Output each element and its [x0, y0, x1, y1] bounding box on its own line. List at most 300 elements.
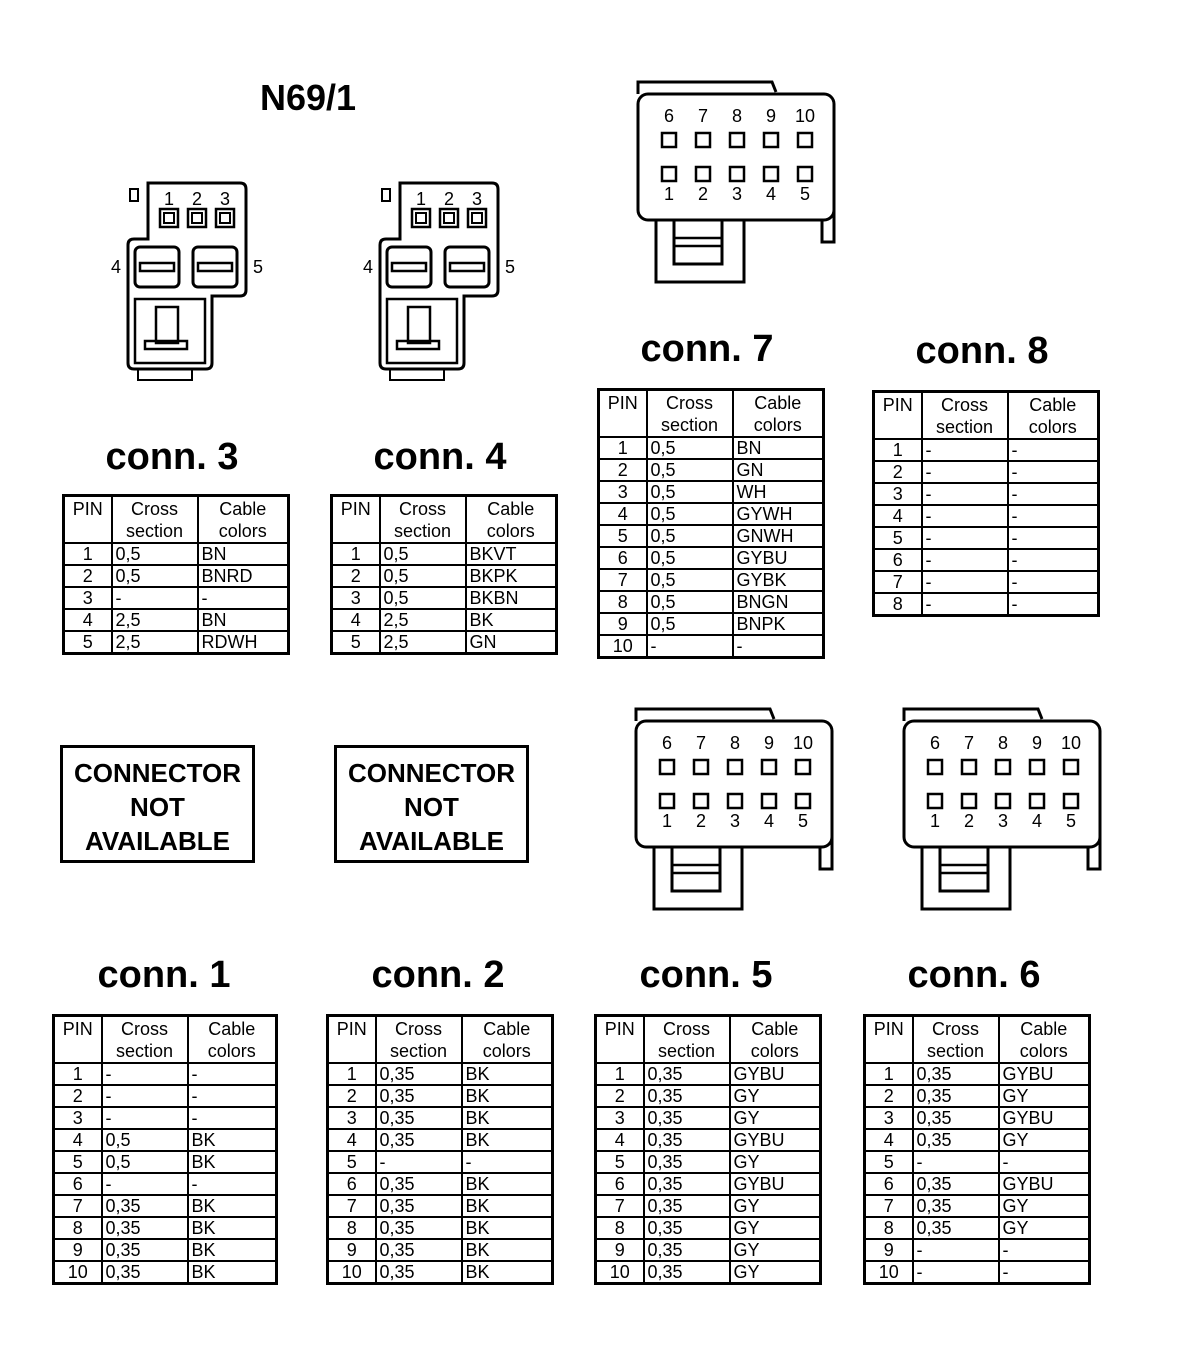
header-line: Cross [940, 395, 988, 415]
pin-label: 6 [663, 106, 675, 126]
table-row [328, 1129, 553, 1151]
cable-color-value: BK [462, 1195, 553, 1217]
table-row [54, 1261, 277, 1284]
pin-header: PIN [328, 1016, 376, 1064]
cross-section-value: 0,35 [644, 1129, 730, 1151]
pin-number: 3 [54, 1107, 102, 1129]
table-row [865, 1195, 1090, 1217]
pin-number: 2 [865, 1085, 913, 1107]
cross-section-value: - [922, 439, 1008, 461]
pin-number: 10 [865, 1261, 913, 1284]
locking-frame [922, 847, 1010, 909]
table-header-row [64, 496, 289, 544]
table-row [599, 437, 824, 459]
cross-section-value: - [922, 505, 1008, 527]
cable-color-value: WH [733, 481, 824, 503]
pin-label: 3 [731, 184, 743, 204]
cable-color-value: - [188, 1173, 277, 1195]
pin-number: 7 [328, 1195, 376, 1217]
pin-socket [1030, 794, 1044, 808]
cross-section-value: 2,5 [380, 609, 466, 631]
cross-section-value: 0,35 [644, 1261, 730, 1284]
header-line: Cross [398, 499, 446, 519]
connector-6-drawing [902, 705, 1112, 915]
cross-section-value: 0,5 [647, 613, 733, 635]
cable-color-value: BKVT [466, 543, 557, 565]
pin-label: 5 [504, 257, 516, 277]
pin-socket [764, 167, 778, 181]
cable-color-value: BK [462, 1129, 553, 1151]
header-line: Cross [662, 1019, 710, 1039]
cross-section-value: 0,5 [647, 503, 733, 525]
cross-section-value: 0,5 [102, 1129, 188, 1151]
pin-number: 5 [599, 525, 647, 547]
cable-color-value: BN [198, 609, 289, 631]
pin-socket [730, 133, 744, 147]
cable-color-value: GY [730, 1085, 821, 1107]
pin-socket [996, 760, 1010, 774]
cable-color-value: BK [188, 1195, 277, 1217]
power-socket-4 [387, 247, 431, 287]
cable-colors-header [466, 496, 557, 544]
pin-number: 4 [874, 505, 922, 527]
cable-color-value: GY [730, 1107, 821, 1129]
not-available-line: CONNECTOR [347, 758, 516, 788]
cable-color-value: - [1008, 439, 1099, 461]
locking-latch [156, 307, 178, 343]
pin-socket [798, 133, 812, 147]
cable-color-value: - [1008, 527, 1099, 549]
table-row [64, 565, 289, 587]
table-row [599, 525, 824, 547]
cable-color-value: GNWH [733, 525, 824, 547]
table-row [599, 459, 824, 481]
table-row [874, 549, 1099, 571]
cross-section-value: 0,5 [380, 565, 466, 587]
cross-section-value: - [376, 1151, 462, 1173]
cable-color-value: BK [188, 1239, 277, 1261]
cross-section-value: 0,35 [376, 1107, 462, 1129]
cross-section-value: 0,35 [102, 1217, 188, 1239]
cable-color-value: GY [999, 1129, 1090, 1151]
table-row [874, 483, 1099, 505]
pin-number: 5 [874, 527, 922, 549]
conn6-pin-table [863, 1014, 1091, 1285]
pin-label: 1 [415, 189, 427, 209]
pin-number: 4 [332, 609, 380, 631]
pin-socket [696, 133, 710, 147]
pin-number: 9 [328, 1239, 376, 1261]
pin-socket [662, 167, 676, 181]
pin-label: 2 [191, 189, 203, 209]
table-row [865, 1107, 1090, 1129]
pin-socket [440, 209, 458, 227]
header-line: colors [753, 415, 802, 435]
cross-section-value: 0,5 [647, 569, 733, 591]
conn2-pin-table [326, 1014, 554, 1285]
cross-section-value: 0,35 [644, 1063, 730, 1085]
pin-label: 4 [763, 811, 775, 831]
pin-socket [962, 760, 976, 774]
table-row [332, 543, 557, 565]
pin-number: 4 [64, 609, 112, 631]
table-row [596, 1173, 821, 1195]
table-header-row [865, 1016, 1090, 1064]
connector-top-lip [638, 82, 776, 94]
cable-color-value: - [999, 1151, 1090, 1173]
cable-color-value: - [1008, 571, 1099, 593]
pin-number: 1 [599, 437, 647, 459]
pin-label: 7 [697, 106, 709, 126]
locking-latch [408, 307, 430, 343]
conn7-pin-table [597, 388, 825, 659]
pin-label: 4 [765, 184, 777, 204]
cross-section-value: 0,35 [913, 1063, 999, 1085]
cross-section-value: - [102, 1173, 188, 1195]
cross-section-header [380, 496, 466, 544]
table-row [596, 1063, 821, 1085]
cable-color-value: GY [999, 1085, 1090, 1107]
conn8-pin-table [872, 390, 1100, 617]
cross-section-value: - [102, 1107, 188, 1129]
pin-label: 5 [1065, 811, 1077, 831]
cross-section-value: 0,35 [376, 1239, 462, 1261]
pin-number: 2 [328, 1085, 376, 1107]
conn1-title: conn. 1 [97, 954, 231, 996]
pin-socket [1064, 794, 1078, 808]
cross-section-value: 0,35 [913, 1107, 999, 1129]
table-row [54, 1195, 277, 1217]
cross-section-value: - [913, 1261, 999, 1284]
pin-number: 3 [874, 483, 922, 505]
header-line: Cable [1029, 395, 1077, 415]
pin-number: 10 [328, 1261, 376, 1284]
pin-socket [188, 209, 206, 227]
cable-color-value: BK [188, 1261, 277, 1284]
pin-number: 10 [599, 635, 647, 658]
header-line: section [393, 521, 452, 541]
cross-section-value: 0,5 [112, 565, 198, 587]
pin-socket [160, 209, 178, 227]
cross-section-value: 2,5 [112, 631, 198, 654]
table-row [596, 1261, 821, 1284]
cable-color-value: GY [999, 1217, 1090, 1239]
pin-label: 5 [252, 257, 264, 277]
pin-label: 9 [1031, 733, 1043, 753]
cross-section-value: 0,5 [647, 437, 733, 459]
pin-number: 2 [332, 565, 380, 587]
cable-color-value: GY [730, 1261, 821, 1284]
power-socket-5 [445, 247, 489, 287]
cable-color-value: - [188, 1063, 277, 1085]
pin-socket [928, 794, 942, 808]
pin-socket [728, 760, 742, 774]
cable-color-value: - [1008, 505, 1099, 527]
connector-5-drawing [634, 705, 844, 915]
pin-header: PIN [64, 496, 112, 544]
pin-socket-inner [164, 213, 174, 223]
table-row [64, 631, 289, 654]
pin-label: 9 [765, 106, 777, 126]
conn5-title: conn. 5 [639, 954, 773, 996]
cross-section-value: 0,5 [647, 481, 733, 503]
conn4-title: conn. 4 [373, 436, 507, 478]
table-row [54, 1085, 277, 1107]
page-title: N69/1 [260, 77, 357, 118]
cross-section-value: - [102, 1085, 188, 1107]
cross-section-value: - [922, 461, 1008, 483]
pin-socket [694, 760, 708, 774]
pin-label: 1 [663, 184, 675, 204]
header-line: colors [207, 1041, 256, 1061]
cross-section-value: 0,35 [913, 1129, 999, 1151]
table-row [596, 1085, 821, 1107]
header-line: Cable [208, 1019, 256, 1039]
table-row [332, 631, 557, 654]
header-line: section [389, 1041, 448, 1061]
conn7-title: conn. 7 [640, 328, 774, 370]
pin-number: 4 [599, 503, 647, 525]
cable-color-value: GYBU [730, 1129, 821, 1151]
header-line: colors [1028, 417, 1077, 437]
pin-number: 3 [332, 587, 380, 609]
cross-section-value: 0,35 [376, 1195, 462, 1217]
pin-label: 1 [929, 811, 941, 831]
table-row [865, 1217, 1090, 1239]
pin-label: 3 [471, 189, 483, 209]
table-row [865, 1063, 1090, 1085]
cable-color-value: GYBU [730, 1063, 821, 1085]
conn3-pin-table [62, 494, 290, 655]
table-row [599, 503, 824, 525]
pin-number: 10 [54, 1261, 102, 1284]
pin-number: 1 [874, 439, 922, 461]
pin-socket-inner [472, 213, 482, 223]
pin-label: 2 [443, 189, 455, 209]
cable-color-value: BK [462, 1239, 553, 1261]
cable-color-value: GYBU [999, 1063, 1090, 1085]
pin-label: 2 [695, 811, 707, 831]
cross-section-value: 0,5 [647, 547, 733, 569]
connector-top-lip [904, 709, 1042, 721]
table-row [328, 1107, 553, 1129]
cable-color-value: BNGN [733, 591, 824, 613]
cross-section-header [102, 1016, 188, 1064]
cable-color-value: GN [466, 631, 557, 654]
latch-tab [130, 189, 138, 201]
cable-colors-header [462, 1016, 553, 1064]
pin-header: PIN [332, 496, 380, 544]
table-row [865, 1261, 1090, 1284]
cross-section-value: 2,5 [380, 631, 466, 654]
pin-header: PIN [865, 1016, 913, 1064]
pin-number: 7 [54, 1195, 102, 1217]
cable-color-value: GYWH [733, 503, 824, 525]
cable-color-value: BK [462, 1261, 553, 1284]
cross-section-value: - [102, 1063, 188, 1085]
pin-number: 2 [54, 1085, 102, 1107]
cable-colors-header [188, 1016, 277, 1064]
cross-section-value: 0,5 [647, 591, 733, 613]
pin-number: 4 [328, 1129, 376, 1151]
cross-section-value: 0,35 [644, 1085, 730, 1107]
header-line: Cross [130, 499, 178, 519]
table-row [596, 1129, 821, 1151]
cross-section-value: - [913, 1151, 999, 1173]
pin-socket-inner [192, 213, 202, 223]
locking-lever [674, 220, 722, 264]
locking-latch-base [397, 341, 439, 349]
pin-number: 9 [596, 1239, 644, 1261]
header-line: colors [218, 521, 267, 541]
pin-label: 4 [1031, 811, 1043, 831]
table-row [596, 1195, 821, 1217]
cross-section-header [376, 1016, 462, 1064]
cable-color-value: - [1008, 593, 1099, 616]
cross-section-value: 0,35 [376, 1173, 462, 1195]
cable-color-value: BK [188, 1151, 277, 1173]
conn1-pin-table [52, 1014, 278, 1285]
cable-color-value: - [188, 1085, 277, 1107]
cross-section-value: 0,5 [647, 525, 733, 547]
cable-colors-header [198, 496, 289, 544]
cable-color-value: BK [188, 1129, 277, 1151]
cross-section-value: 0,35 [102, 1239, 188, 1261]
header-line: Cross [394, 1019, 442, 1039]
power-pin-4 [392, 263, 426, 271]
cable-color-value: RDWH [198, 631, 289, 654]
pin-socket [728, 794, 742, 808]
table-row [54, 1151, 277, 1173]
header-line: section [935, 417, 994, 437]
pin-label: 6 [929, 733, 941, 753]
power-socket-5 [193, 247, 237, 287]
pin-socket [962, 794, 976, 808]
table-row [64, 609, 289, 631]
power-pin-5 [198, 263, 232, 271]
cable-color-value: BK [462, 1107, 553, 1129]
cross-section-value: - [922, 483, 1008, 505]
table-row [54, 1217, 277, 1239]
pin-socket [764, 133, 778, 147]
pin-label: 4 [110, 257, 122, 277]
conn4-pin-table [330, 494, 558, 655]
cable-color-value: BK [462, 1217, 553, 1239]
pin-number: 9 [599, 613, 647, 635]
table-row [874, 505, 1099, 527]
cable-color-value: GY [730, 1239, 821, 1261]
table-row [599, 547, 824, 569]
pin-number: 3 [328, 1107, 376, 1129]
header-line: colors [750, 1041, 799, 1061]
connector-7-drawing [636, 78, 846, 288]
table-row [599, 635, 824, 658]
table-row [328, 1151, 553, 1173]
conn1-not-available-notice [60, 745, 255, 863]
pin-number: 1 [865, 1063, 913, 1085]
pin-label: 5 [797, 811, 809, 831]
pin-number: 6 [865, 1173, 913, 1195]
pin-number: 4 [54, 1129, 102, 1151]
pin-socket [696, 167, 710, 181]
cable-color-value: - [1008, 461, 1099, 483]
cable-color-value: GN [733, 459, 824, 481]
not-available-line: AVAILABLE [359, 826, 504, 856]
pin-socket [662, 133, 676, 147]
cable-color-value: BK [466, 609, 557, 631]
table-row [865, 1173, 1090, 1195]
table-row [874, 461, 1099, 483]
pin-label: 8 [731, 106, 743, 126]
connector-base [138, 369, 192, 380]
table-row [865, 1151, 1090, 1173]
cross-section-value: 2,5 [112, 609, 198, 631]
header-line: Cable [487, 499, 535, 519]
table-row [874, 439, 1099, 461]
power-pin-4 [140, 263, 174, 271]
header-line: Cross [931, 1019, 979, 1039]
table-row [596, 1239, 821, 1261]
pin-label: 8 [729, 733, 741, 753]
pin-number: 5 [865, 1151, 913, 1173]
pin-number: 6 [599, 547, 647, 569]
conn2-not-available-notice [334, 745, 529, 863]
cable-color-value: BK [462, 1173, 553, 1195]
pin-label: 10 [792, 733, 814, 753]
table-row [599, 613, 824, 635]
pin-header: PIN [874, 392, 922, 440]
header-line: colors [482, 1041, 531, 1061]
table-header-row [54, 1016, 277, 1064]
cable-color-value: GYBU [733, 547, 824, 569]
table-header-row [596, 1016, 821, 1064]
table-row [332, 587, 557, 609]
conn2-title: conn. 2 [371, 954, 505, 996]
cable-color-value: BN [733, 437, 824, 459]
pin-number: 8 [865, 1217, 913, 1239]
cross-section-value: - [647, 635, 733, 658]
locking-lever [672, 847, 720, 891]
cross-section-value: 0,35 [376, 1129, 462, 1151]
cross-section-value: 0,35 [644, 1239, 730, 1261]
pin-socket-inner [416, 213, 426, 223]
pin-label: 10 [794, 106, 816, 126]
pin-number: 2 [64, 565, 112, 587]
pin-socket [762, 760, 776, 774]
cable-colors-header [999, 1016, 1090, 1064]
table-row [874, 571, 1099, 593]
pin-label: 3 [997, 811, 1009, 831]
table-header-row [328, 1016, 553, 1064]
pin-number: 5 [596, 1151, 644, 1173]
table-row [54, 1129, 277, 1151]
cross-section-value: 0,35 [376, 1063, 462, 1085]
pin-number: 7 [599, 569, 647, 591]
conn5-pin-table [594, 1014, 822, 1285]
table-row [328, 1085, 553, 1107]
cross-section-value: - [922, 549, 1008, 571]
pin-socket [928, 760, 942, 774]
cable-color-value: - [1008, 549, 1099, 571]
cross-section-value: 0,35 [913, 1195, 999, 1217]
pin-label: 2 [963, 811, 975, 831]
cable-colors-header [733, 390, 824, 438]
table-row [599, 569, 824, 591]
pin-number: 10 [596, 1261, 644, 1284]
table-header-row [332, 496, 557, 544]
cable-color-value: BK [462, 1063, 553, 1085]
latch-tab [382, 189, 390, 201]
